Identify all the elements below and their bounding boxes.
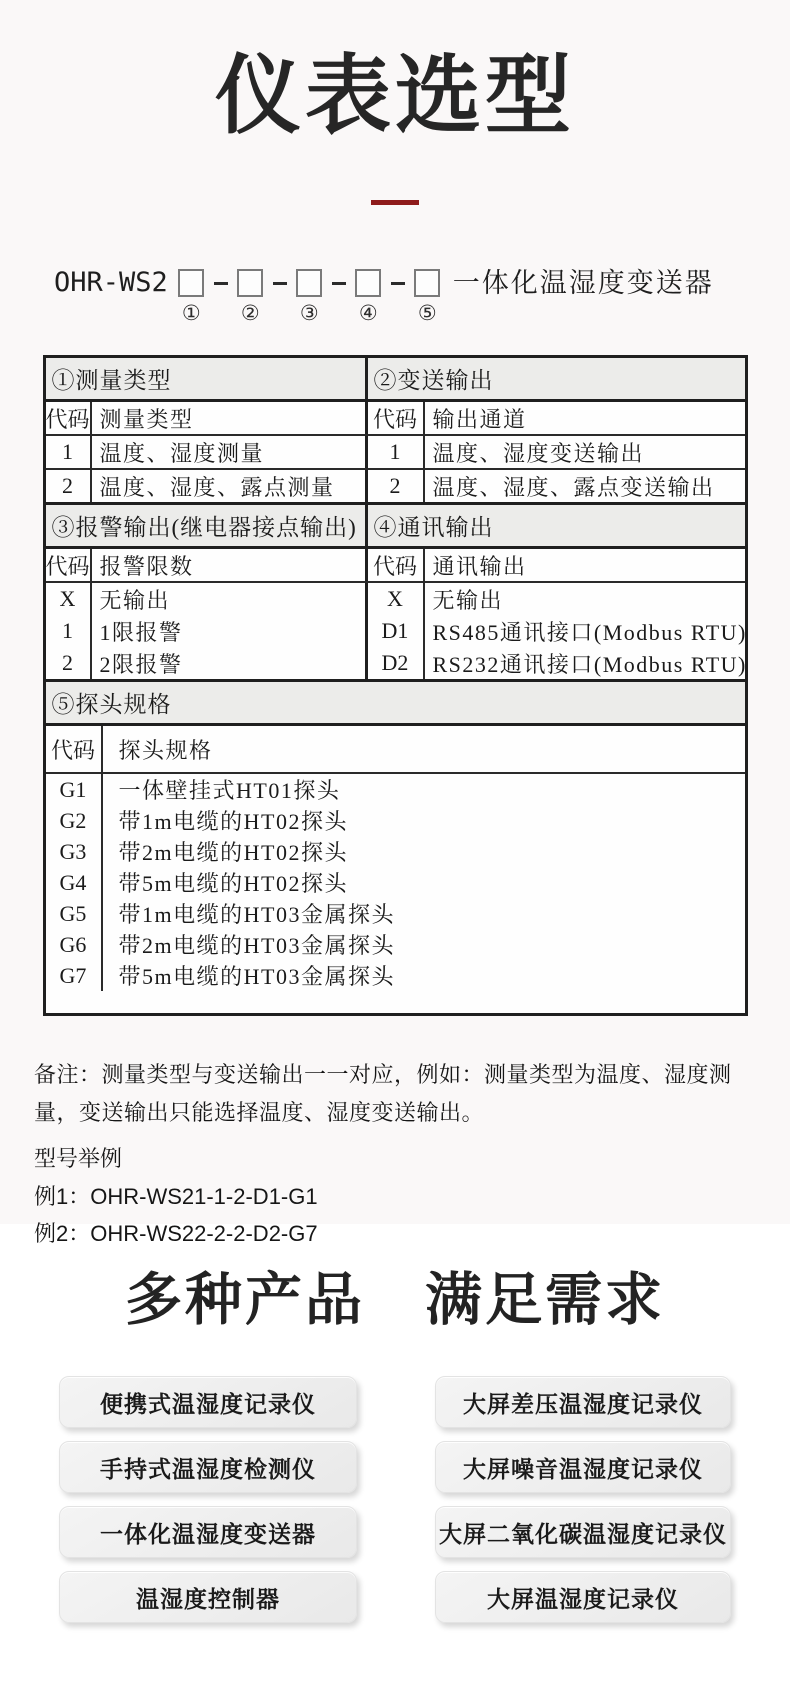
table-row: [46, 960, 745, 991]
section-header-row: [46, 679, 745, 726]
examples-title: 型号举例: [34, 1146, 123, 1171]
desc-cell: 温度、湿度测量: [92, 436, 368, 468]
section-title-probe: ⑤探头规格: [51, 692, 172, 717]
table-row: [46, 436, 745, 470]
code-cell: G6: [46, 929, 103, 960]
model-dash: [391, 282, 405, 285]
desc-cell: 带2m电缆的HT02探头: [118, 840, 348, 865]
model-slot-box: [414, 269, 440, 297]
example-model-2: 例2：OHR-WS22-2-2-D2-G7: [34, 1221, 318, 1246]
table-subheader-row: [46, 402, 745, 436]
product-button-diff-pressure-recorder[interactable]: 大屏差压温湿度记录仪: [435, 1376, 731, 1428]
code-cell: 1: [46, 436, 92, 468]
model-slot-2: [237, 263, 264, 325]
slot-number-label: ③: [299, 301, 319, 325]
example-model-1: 例1：OHR-WS21-1-2-D1-G1: [34, 1184, 318, 1209]
desc-cell: 无输出: [92, 583, 368, 615]
notes-block: [34, 1056, 756, 1250]
desc-cell: 带2m电缆的HT03金属探头: [118, 933, 395, 958]
table-row: [46, 898, 745, 929]
desc-cell: 带1m电缆的HT02探头: [118, 809, 348, 834]
alarm-comm-body: [46, 549, 745, 679]
page-title: 仪表选型: [215, 48, 575, 144]
model-slot-box: [296, 269, 322, 297]
desc-cell: 带1m电缆的HT03金属探头: [118, 902, 395, 927]
section-header-row: [46, 358, 745, 402]
table-row: [46, 470, 745, 502]
desc-cell: 温度、湿度、露点测量: [92, 470, 368, 502]
desc-header: 输出通道: [432, 406, 527, 432]
model-slot-5: [414, 263, 441, 325]
code-header: 代码: [368, 402, 425, 434]
model-slot-4: [355, 263, 382, 325]
model-slot-box: [178, 269, 204, 297]
table-row: [46, 929, 745, 960]
code-cell: 1: [46, 615, 92, 647]
code-cell: 1: [368, 436, 425, 468]
code-header: 代码: [368, 549, 425, 581]
product-button-integrated-transmitter[interactable]: 一体化温湿度变送器: [59, 1506, 357, 1558]
desc-cell: RS232通讯接口(Modbus RTU): [432, 651, 747, 677]
desc-cell: 温度、湿度、露点变送输出: [432, 474, 715, 500]
model-slot-box: [355, 269, 381, 297]
products-heading-left: 多种产品: [125, 1268, 365, 1332]
product-button-controller[interactable]: 温湿度控制器: [59, 1571, 357, 1623]
model-number-builder: [54, 263, 790, 333]
table-row: [46, 615, 745, 647]
code-cell: D1: [368, 615, 425, 647]
section-title-measurement: ①测量类型: [46, 358, 368, 399]
desc-cell: 无输出: [432, 587, 504, 613]
remark-text: 备注：测量类型与变送输出一一对应，例如：测量类型为温度、湿度测量，变送输出只能选择温度、湿度变送输出。: [34, 1062, 732, 1125]
code-cell: 2: [46, 470, 92, 502]
table-row: [46, 583, 745, 615]
model-prefix: OHR-WS2: [54, 267, 168, 298]
products-section: [0, 1224, 790, 1693]
slot-number-label: ④: [358, 301, 378, 325]
desc-cell: 2限报警: [92, 647, 368, 679]
code-cell: G4: [46, 867, 103, 898]
product-button-handheld-detector[interactable]: 手持式温湿度检测仪: [59, 1441, 357, 1493]
desc-cell: 温度、湿度变送输出: [432, 440, 645, 466]
section-title-comm: ④通讯输出: [373, 515, 494, 540]
measurement-transmit-body: [46, 402, 745, 502]
desc-cell: 一体壁挂式HT01探头: [118, 778, 341, 803]
table-row: [46, 647, 745, 679]
probe-body: [46, 726, 745, 1013]
code-cell: G5: [46, 898, 103, 929]
code-cell: D2: [368, 647, 425, 679]
model-dash: [214, 282, 228, 285]
code-cell: 2: [368, 470, 425, 502]
desc-header: 通讯输出: [432, 553, 527, 579]
code-header: 代码: [46, 549, 92, 581]
model-slot-1: [178, 263, 205, 325]
code-cell: G3: [46, 836, 103, 867]
slot-number-label: ⑤: [417, 301, 437, 325]
model-dash: [332, 282, 346, 285]
model-dash: [273, 282, 287, 285]
model-slot-3: [296, 263, 323, 325]
slot-number-label: ②: [240, 301, 260, 325]
desc-header: 报警限数: [92, 549, 368, 581]
table-subheader-row: [46, 549, 745, 583]
model-suffix: 一体化温湿度变送器: [452, 268, 714, 298]
table-row: [46, 774, 745, 805]
desc-header: 测量类型: [92, 402, 368, 434]
model-slot-box: [237, 269, 263, 297]
code-cell: G1: [46, 774, 103, 805]
code-header: 代码: [46, 402, 92, 434]
code-header: 代码: [46, 726, 103, 772]
desc-cell: 带5m电缆的HT02探头: [118, 871, 348, 896]
table-row: [46, 805, 745, 836]
desc-cell: 带5m电缆的HT03金属探头: [118, 964, 395, 989]
table-subheader-row: [46, 726, 745, 774]
section-title-transmit: ②变送输出: [373, 368, 494, 393]
desc-header: 探头规格: [118, 737, 213, 763]
code-cell: 2: [46, 647, 92, 679]
desc-cell: RS485通讯接口(Modbus RTU): [432, 619, 747, 645]
code-cell: G7: [46, 960, 103, 991]
slot-number-label: ①: [181, 301, 201, 325]
code-cell: X: [46, 583, 92, 615]
section-title-alarm: ③报警输出(继电器接点输出): [46, 505, 368, 546]
selection-table: [43, 355, 748, 1016]
product-button-noise-recorder[interactable]: 大屏噪音温湿度记录仪: [435, 1441, 731, 1493]
code-cell: X: [368, 583, 425, 615]
table-row: [46, 836, 745, 867]
desc-cell: 1限报警: [92, 615, 368, 647]
product-grid: [0, 1376, 790, 1623]
products-heading-right: 满足需求: [425, 1268, 665, 1332]
table-row: [46, 867, 745, 898]
code-cell: G2: [46, 805, 103, 836]
accent-dash: [371, 200, 419, 205]
section-header-row: [46, 502, 745, 549]
product-button-big-screen-recorder[interactable]: 大屏温湿度记录仪: [435, 1571, 731, 1623]
product-button-co2-recorder[interactable]: 大屏二氧化碳温湿度记录仪: [435, 1506, 731, 1558]
product-button-portable-recorder[interactable]: 便携式温湿度记录仪: [59, 1376, 357, 1428]
